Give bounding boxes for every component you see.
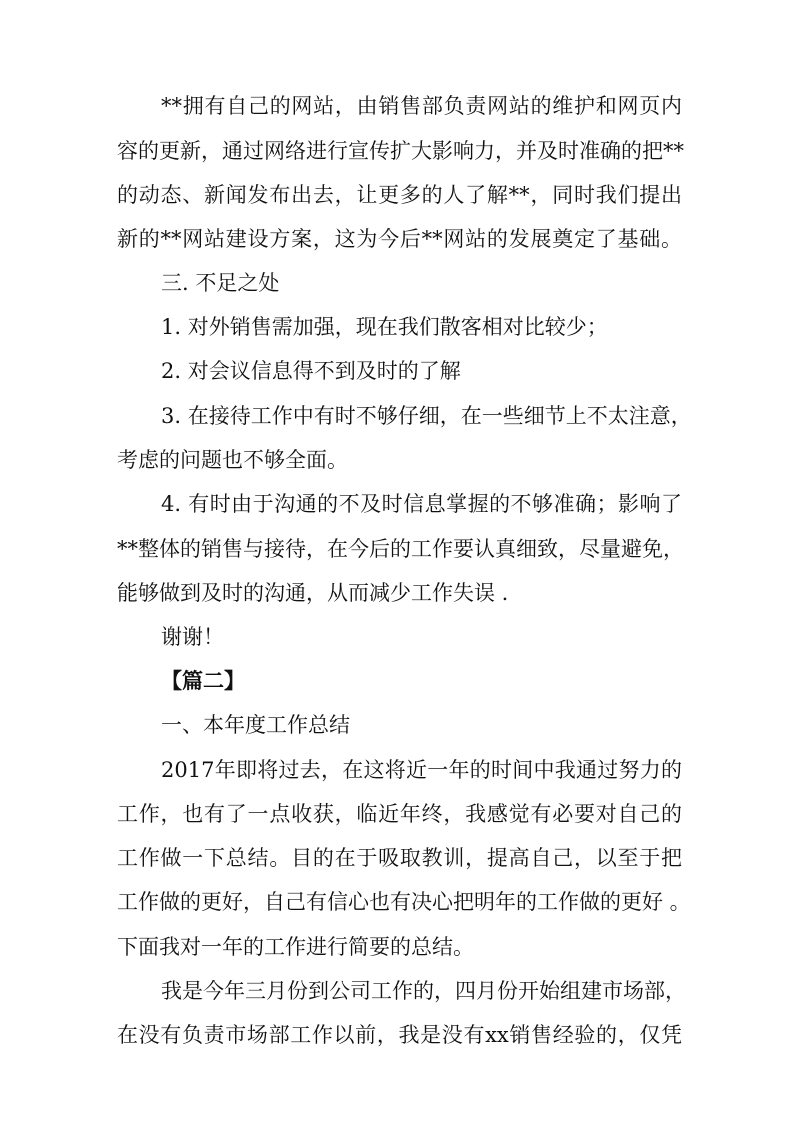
paragraph-line: 在没有负责市场部工作以前，我是没有xx销售经验的，仅凭 — [117, 1023, 682, 1047]
paragraph-line: 2017年即将过去，在这将近一年的时间中我通过努力的 — [161, 758, 682, 782]
section-heading: 三. 不足之处 — [161, 271, 280, 295]
list-item: 3. 在接待工作中有时不够仔细，在一些细节上不太注意， — [161, 404, 692, 428]
paragraph-line: 容的更新，通过网络进行宣传扩大影响力，并及时准确的把** — [117, 139, 684, 163]
list-item: 2. 对会议信息得不到及时的了解 — [161, 359, 461, 383]
closing-text: 谢谢！ — [161, 625, 224, 649]
paragraph-line: 的动态、新闻发布出去，让更多的人了解**，同时我们提出 — [117, 183, 682, 207]
paragraph-line: **拥有自己的网站，由销售部负责网站的维护和网页内 — [161, 94, 682, 118]
list-item-continuation: **整体的销售与接待，在今后的工作要认真细致，尽量避免， — [117, 537, 684, 561]
list-item: 4. 有时由于沟通的不及时信息掌握的不够准确；影响了 — [161, 492, 682, 516]
paragraph-line: 下面我对一年的工作进行简要的总结。 — [117, 935, 474, 959]
section-heading: 一、本年度工作总结 — [161, 713, 350, 737]
paragraph-line: 工作做一下总结。目的在于吸取教训，提高自己，以至于把 — [117, 846, 682, 870]
paragraph-line: 工作做的更好，自己有信心也有决心把明年的工作做的更好 。 — [117, 890, 691, 914]
list-item-continuation: 考虑的问题也不够全面。 — [117, 448, 348, 472]
paragraph-line: 新的**网站建设方案，这为今后**网站的发展奠定了基础。 — [117, 227, 682, 251]
list-item: 1. 对外销售需加强，现在我们散客相对比较少； — [161, 315, 608, 339]
paragraph-line: 工作，也有了一点收获，临近年终，我感觉有必要对自己的 — [117, 802, 682, 826]
chapter-heading: 【篇二】 — [161, 668, 245, 693]
list-item-continuation: 能够做到及时的沟通，从而减少工作失误 . — [117, 581, 509, 605]
paragraph-line: 我是今年三月份到公司工作的，四月份开始组建市场部， — [161, 979, 686, 1003]
